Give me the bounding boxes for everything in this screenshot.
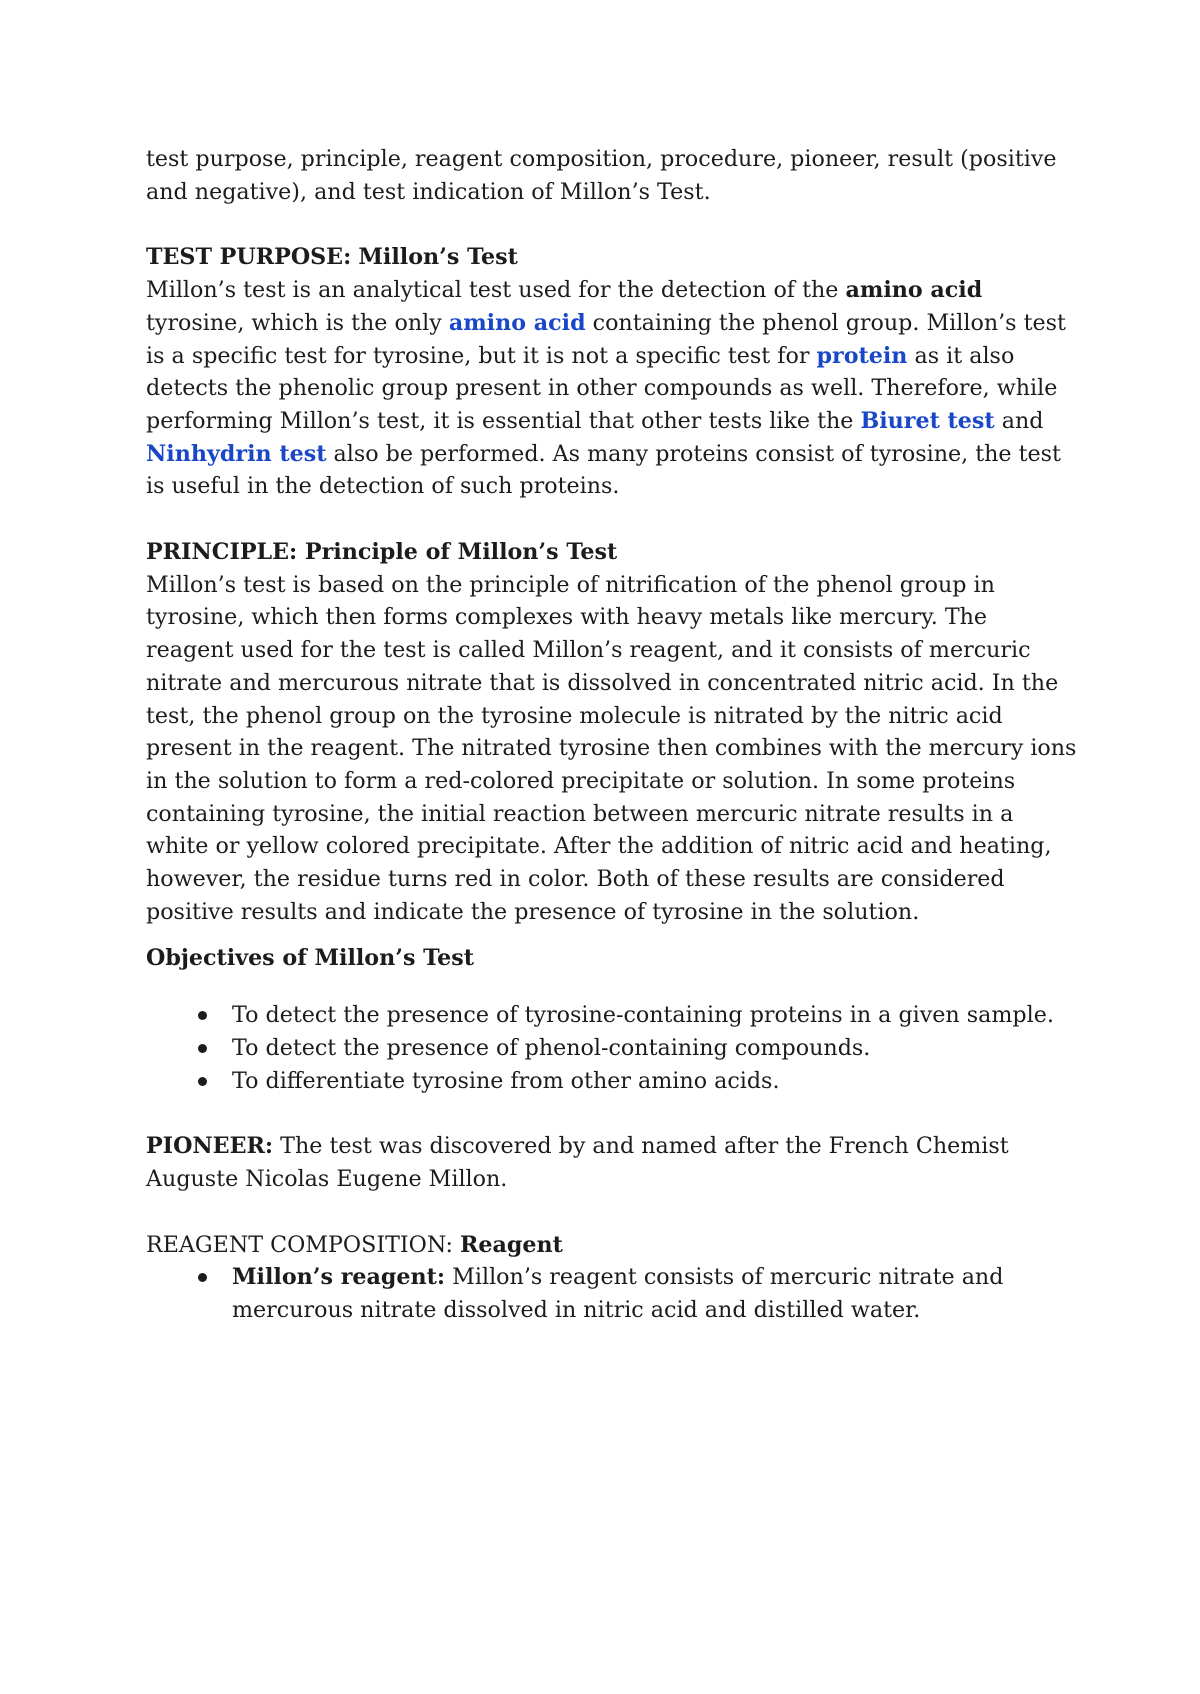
intro-paragraph: test purpose, principle, reagent composition, procedure, pioneer, result (positive and negative), and test indication of Millon’s Test. [146,146,1057,205]
protein-link[interactable]: protein [816,342,908,369]
objective-text: To detect the presence of tyrosine-containing proteins in a given sample. [232,1002,1054,1029]
purpose-heading-label: TEST PURPOSE: [146,244,352,271]
bullet-icon [198,1011,207,1020]
bullet-icon [198,1077,207,1086]
reagent-heading-title: Reagent [459,1231,563,1258]
list-item [146,999,1081,1032]
reagent-heading-label: REAGENT COMPOSITION: [146,1231,460,1258]
bullet-icon [198,1044,207,1053]
reagent-heading [146,1229,1081,1262]
purpose-heading-title: Millon’s Test [358,244,518,271]
document-body [146,143,1081,1327]
amino-acid-bold: amino acid [845,277,983,304]
pioneer-paragraph [146,1130,1081,1195]
list-item [146,1032,1081,1065]
bullet-icon [198,1273,207,1282]
principle-paragraph: Millon’s test is based on the principle of nitrification of the phenol group in tyrosine, which then forms complexes with heavy metals like mercury. The reagent used for the test is called Millon’s reagent, and it consists of mercuric nitrate and mercurous nitrate that is dissolved in concentrated nitric acid. In the test, the phenol group on the tyrosine molecule is nitrated by the nitric acid present in the reagent. The nitrated tyrosine then combines with the mercury ions in the solution to form a red-colored precipitate or solution. In some proteins containing tyrosine, the initial reaction between mercuric nitrate results in a white or yellow colored precipitate. After the addition of nitric acid and heating, however, the residue turns red in color. Both of these results are considered positive results and indicate the presence of tyrosine in the solution. [146,571,1077,925]
reagent-item-label: Millon’s reagent: [232,1264,446,1291]
reagent-item-text: Millon’s reagent consists of mercuric nitrate and mercurous nitrate dissolved in nitric acid and distilled water. [232,1264,1004,1324]
objective-text: To differentiate tyrosine from other amino acids. [232,1067,780,1094]
purpose-text-1: Millon’s test is an analytical test used for the detection of the [146,277,846,304]
purpose-paragraph [146,274,1081,503]
ninhydrin-test-link[interactable]: Ninhydrin test [146,440,327,467]
purpose-text-3: containing the phenol group. Millon’s test is a specific test for tyrosine, but it is not a specific test for [146,309,1066,369]
list-item [146,1261,1081,1326]
list-item [146,1065,1081,1098]
purpose-heading [146,241,1081,274]
biuret-test-link[interactable]: Biuret test [860,407,995,434]
objective-text: To detect the presence of phenol-containing compounds. [232,1034,871,1061]
purpose-text-5: and [994,407,1044,434]
pioneer-label: PIONEER: [146,1133,274,1160]
principle-heading: PRINCIPLE: Principle of Millon’s Test [146,539,618,566]
objectives-list [146,999,1081,1097]
purpose-text-6: also be performed. As many proteins consist of tyrosine, the test is useful in the detection of such proteins. [146,440,1061,500]
pioneer-text: The test was discovered by and named after the French Chemist Auguste Nicolas Eugene Millon. [146,1133,1009,1192]
purpose-text-2: tyrosine, which is the only [146,309,449,336]
objectives-heading: Objectives of Millon’s Test [146,945,475,972]
purpose-text-4: as it also detects the phenolic group present in other compounds as well. Therefore, while performing Millon’s test, it is essential that other tests like the [146,342,1058,434]
amino-acid-link[interactable]: amino acid [448,309,586,336]
reagent-list [146,1261,1081,1326]
